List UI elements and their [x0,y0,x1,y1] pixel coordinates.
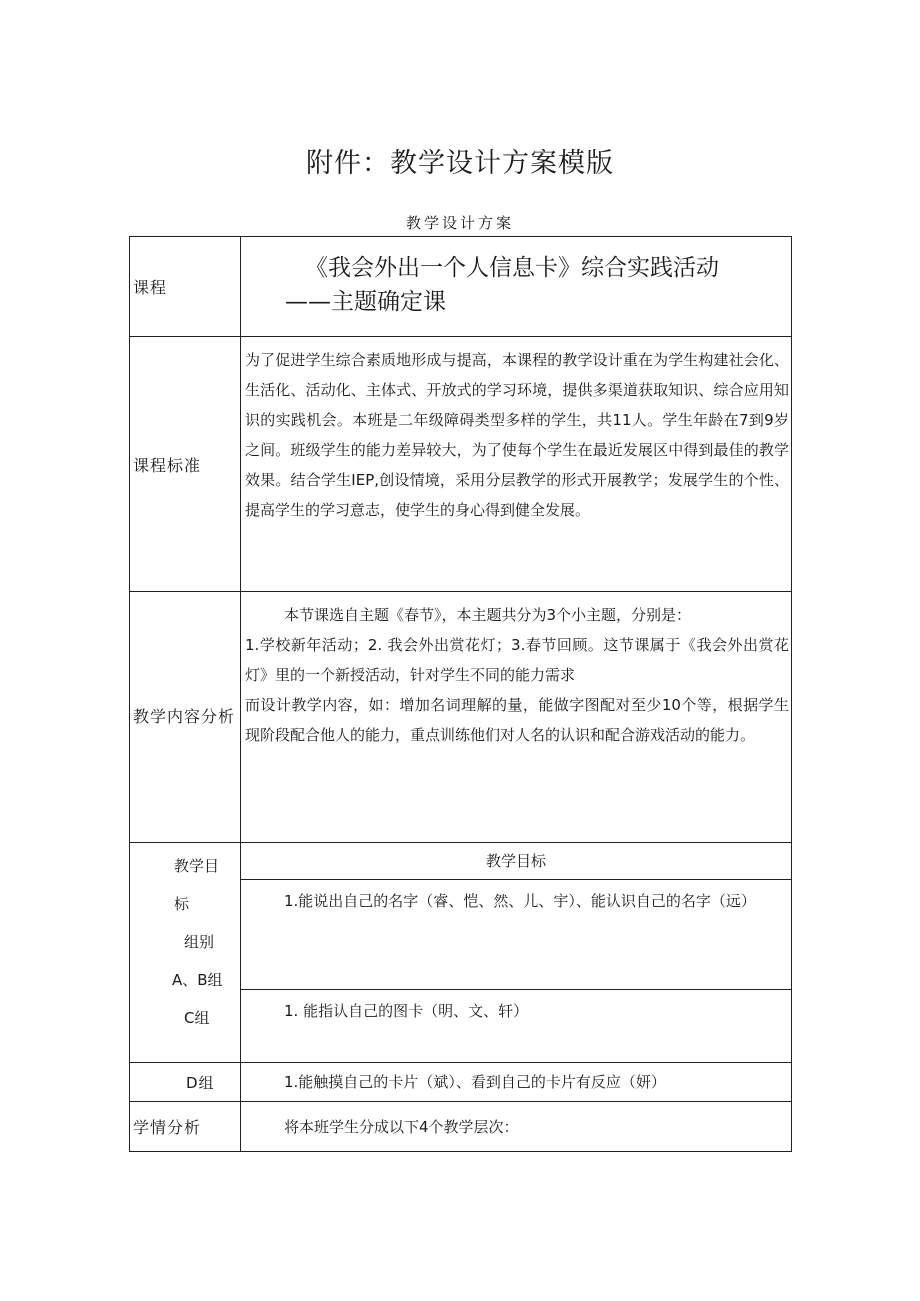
learner-analysis-content: 将本班学生分成以下4个教学层次： [284,1117,519,1136]
goal-d-content: 1.能触摸自己的卡片（斌）、看到自己的卡片有反应（妍） [284,1073,666,1091]
standard-row [130,337,792,592]
goals-label-line1: 教学目 [174,857,220,875]
group-d-label: D组 [130,1063,241,1102]
goal-ab-text [241,880,792,990]
learner-analysis-text [241,1102,792,1152]
table-caption: 教学设计方案 [405,214,514,232]
course-row [130,237,792,337]
group-ab-label: A、B组 [172,971,223,989]
content-analysis-line3: 而设计教学内容，如：增加名词理解的量，能做字图配对至少10个等，根据学生现阶段配合他人的能力，重点训练他们对人名的认识和配合游戏活动的能力。 [245,696,789,744]
content-analysis-text [241,592,792,843]
group-c-label: C组 [184,1009,210,1027]
goal-c-content: 1. 能指认自己的图卡（明、文、轩） [284,1002,529,1020]
content-analysis-line1: 本节课选自主题《春节》，本主题共分为3个小主题，分别是： [284,606,692,624]
standard-label: 课程标准 [130,337,241,592]
content-analysis-label: 教学内容分析 [130,592,241,843]
course-label: 课程 [130,237,241,337]
learner-analysis-label: 学情分析 [130,1102,241,1152]
content-analysis-row [130,592,792,843]
goals-label [130,843,241,1063]
goals-header-row [130,843,792,880]
goal-d-row [130,1063,792,1102]
goal-ab-content: 1.能说出自己的名字（睿、恺、然、儿、宇）、能认识自己的名字（远） [284,892,756,910]
goal-c-text [241,990,792,1063]
learner-analysis-row [130,1102,792,1152]
standard-text: 为了促进学生综合素质地形成与提高，本课程的教学设计重在为学生构建社会化、生活化、活动化、主体式、开放式的学习环境，提供多渠道获取知识、综合应用知识的实践机会。本班是二年级障碍类型多样的学生，共11人。学生年龄在7到9岁之间。班级学生的能力差异较大，为了使每个学生在最近发展区中得到最佳的教学效果。结合学生IEP,创设情境，采用分层教学的形式开展教学；发展学生的个性、提高学生的学习意志，使学生的身心得到健全发展。 [241,337,792,592]
lesson-plan-table [129,236,792,1152]
goals-header: 教学目标 [241,843,792,880]
course-title-line1: 《我会外出一个人信息卡》综合实践活动 [305,255,719,281]
course-title [241,237,792,337]
page-title: 附件：教学设计方案模版 [306,148,614,179]
goals-label-line2: 标 [174,895,190,913]
content-analysis-line2: 1.学校新年活动；2. 我会外出赏花灯；3.春节回顾。这节课属于《我会外出赏花灯》里的一个新授活动，针对学生不同的能力需求 [245,636,789,684]
course-title-line2: ——主题确定课 [285,289,446,315]
group-label: 组别 [184,933,215,951]
goal-d-text [241,1063,792,1102]
